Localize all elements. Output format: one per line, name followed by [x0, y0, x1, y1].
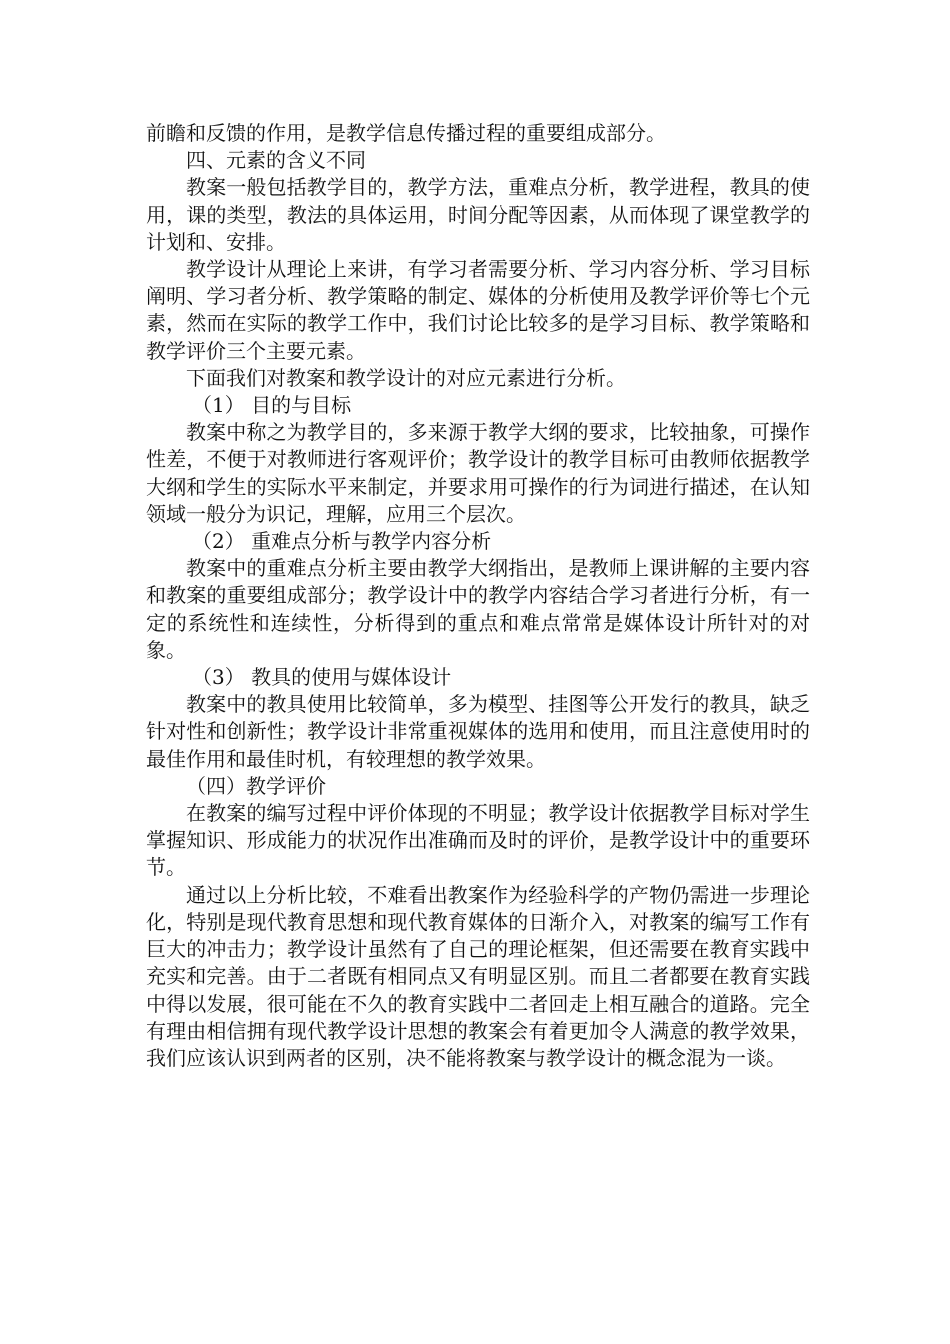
subheading-goals: （1） 目的与目标	[192, 393, 352, 418]
paragraph-conclusion: 通过以上分析比较，不难看出教案作为经验科学的产物仍需进一步理论化，特别是现代教育思想和现代教育媒体的日渐介入，对教案的编写工作有巨大的冲击力；教学设计虽然有了自己的理论框架，但还需要在教育实践中充实和完善。由于二者既有相同点又有明显区别。而且二者都要在教育实践中得以发展，很可能在不久的教育实践中二者回走上相互融合的道路。完全有理由相信拥有现代教学设计思想的教案会有着更加令人满意的教学效果，我们应该认识到两者的区别，决不能将教案与教学设计的概念混为一谈。	[146, 882, 810, 1070]
section-heading-elements: 四、元素的含义不同	[186, 148, 366, 173]
paragraph-media-design: 教案中的教具使用比较简单，多为模型、挂图等公开发行的教具，缺乏针对性和创新性；教学设计非常重视媒体的选用和使用，而且注意使用时的最佳作用和最佳时机，有较理想的教学效果。	[146, 692, 810, 771]
subheading-media-design: （3） 教具的使用与媒体设计	[192, 665, 452, 690]
document-body	[146, 120, 810, 1072]
paragraph-analysis-intro: 下面我们对教案和教学设计的对应元素进行分析。	[186, 365, 626, 390]
paragraph-content-analysis: 教案中的重难点分析主要由教学大纲指出，是教师上课讲解的主要内容和教案的重要组成部分；教学设计中的教学内容结合学习者进行分析，有一定的系统性和连续性，分析得到的重点和难点常常是媒体设计所针对的对象。	[146, 556, 810, 662]
paragraph-design-elements: 教学设计从理论上来讲，有学习者需要分析、学习内容分析、学习目标阐明、学习者分析、教学策略的制定、媒体的分析使用及教学评价等七个元素，然而在实际的教学工作中，我们讨论比较多的是学习目标、教学策略和教学评价三个主要元素。	[146, 257, 810, 363]
paragraph-evaluation: 在教案的编写过程中评价体现的不明显；教学设计依据教学目标对学生掌握知识、形成能力的状况作出准确而及时的评价，是教学设计中的重要环节。	[146, 801, 810, 880]
subheading-evaluation: （四）教学评价	[186, 773, 326, 798]
paragraph-goals: 教案中称之为教学目的，多来源于教学大纲的要求，比较抽象，可操作性差，不便于对教师进行客观评价；教学设计的教学目标可由教师依据教学大纲和学生的实际水平来制定，并要求用可操作的行为词进行描述，在认知领域一般分为识记，理解，应用三个层次。	[146, 420, 810, 526]
subheading-content-analysis: （2） 重难点分析与教学内容分析	[192, 529, 492, 554]
paragraph-continuation: 前瞻和反馈的作用，是教学信息传播过程的重要组成部分。	[146, 121, 666, 145]
paragraph-lesson-plan-elements: 教案一般包括教学目的，教学方法，重难点分析，教学进程，教具的使用，课的类型，教法的具体运用，时间分配等因素，从而体现了课堂教学的计划和、安排。	[146, 175, 810, 254]
